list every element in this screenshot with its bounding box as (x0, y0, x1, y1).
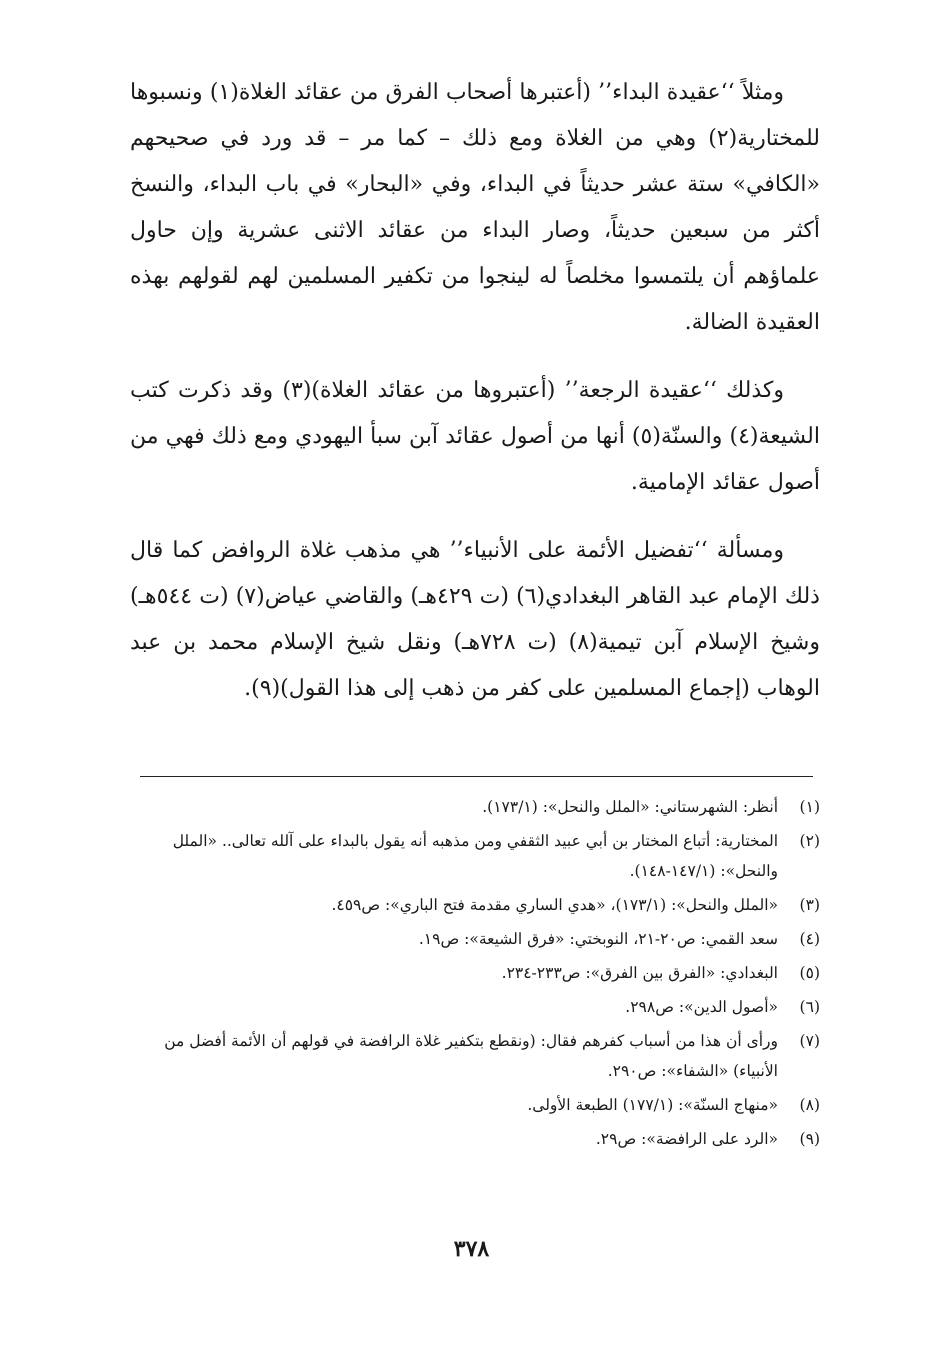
paragraph-raja: وكذلك ‘‘عقيدة الرجعة’’ (أعتبروها من عقائد الغلاة)(٣) وقد ذكرت كتب الشيعة(٤) والسنّة(٥) أنها من أصول عقائد آبن سبأ اليهودي ومع ذلك فهي من أصول عقائد الإمامية. (130, 378, 820, 495)
footnote-item (148, 958, 828, 988)
footnote-number: (٥) (799, 964, 820, 982)
footnote-number: (٤) (799, 930, 820, 948)
footnote-text: ورأى أن هذا من أسباب كفرهم فقال: (ونقطع بتكفير غلاة الرافضة في قولهم أن الأئمة أفضل من الأنبياء) «الشفاء»: ص٢٩٠. (164, 1032, 778, 1080)
footnote-text: سعد القمي: ص٢٠-٢١، النوبختي: «فرق الشيعة»: ص١٩. (418, 930, 778, 948)
paragraph-bada: ومثلاً ‘‘عقيدة البداء’’ (أعتبرها أصحاب الفرق من عقائد الغلاة(١) ونسبوها للمختارية(٢) وهي من الغلاة ومع ذلك – كما مر – قد ورد في صحيحهم «الكافي» ستة عشر حديثاً في البداء، وفي «البحار» في باب البداء، والنسخ أكثر من سبعين حديثاً، وصار البداء من عقائد الاثنى عشرية وإن حاول علماؤهم أن يلتمسوا مخلصاً له لينجوا من تكفير المسلمين لهم لقولهم بهذه العقيدة الضالة. (130, 80, 820, 335)
footnote-item (148, 890, 828, 920)
footnote-item (148, 1124, 828, 1154)
footnote-number: (٩) (799, 1130, 820, 1148)
footnote-number: (٦) (799, 998, 820, 1016)
footnote-item (148, 992, 828, 1022)
footnote-item (148, 792, 828, 822)
footnote-item (148, 924, 828, 954)
footnote-number: (٢) (799, 832, 820, 850)
footnote-number: (٨) (799, 1096, 820, 1114)
paragraph-tafdil: ومسألة ‘‘تفضيل الأئمة على الأنبياء’’ هي مذهب غلاة الروافض كما قال ذلك الإمام عبد القاهر البغدادي(٦) (ت ٤٢٩هـ) والقاضي عياض(٧) (ت ٥٤٤هـ) وشيخ الإسلام آبن تيمية(٨) (ت ٧٢٨هـ) ونقل شيخ الإسلام محمد بن عبد الوهاب (إجماع المسلمين على كفر من ذهب إلى هذا القول)(٩). (130, 538, 820, 701)
footnote-divider (140, 776, 813, 777)
footnote-text: البغدادي: «الفرق بين الفرق»: ص٢٣٣-٢٣٤. (501, 964, 778, 982)
footnote-item (148, 826, 828, 886)
footnote-text: «الملل والنحل»: (١٧٣/١)، «هدي الساري مقدمة فتح الباري»: ص٤٥٩. (331, 896, 778, 914)
footnote-text: «الرد على الرافضة»: ص٢٩. (595, 1130, 778, 1148)
footnote-text: المختارية: أتباع المختار بن أبي عبيد الثقفي ومن مذهبه أنه يقول بالبداء على آلله تعالى.. «الملل والنحل»: (١٤٧/١-١٤٨). (172, 832, 778, 880)
footnote-text: «أصول الدين»: ص٢٩٨. (625, 998, 778, 1016)
footnote-item (148, 1090, 828, 1120)
main-text (130, 70, 820, 734)
footnote-number: (١) (799, 798, 820, 816)
footnote-number: (٣) (799, 896, 820, 914)
footnote-text: «منهاج السنّة»: (١٧٧/١) الطبعة الأولى. (527, 1096, 778, 1114)
footnote-item (148, 1026, 828, 1086)
footnotes (148, 792, 828, 1158)
footnote-text: أنظر: الشهرستاني: «الملل والنحل»: (١٧٣/١). (482, 798, 778, 816)
footnote-number: (٧) (799, 1032, 820, 1050)
page-number: ٣٧٨ (453, 1236, 490, 1262)
